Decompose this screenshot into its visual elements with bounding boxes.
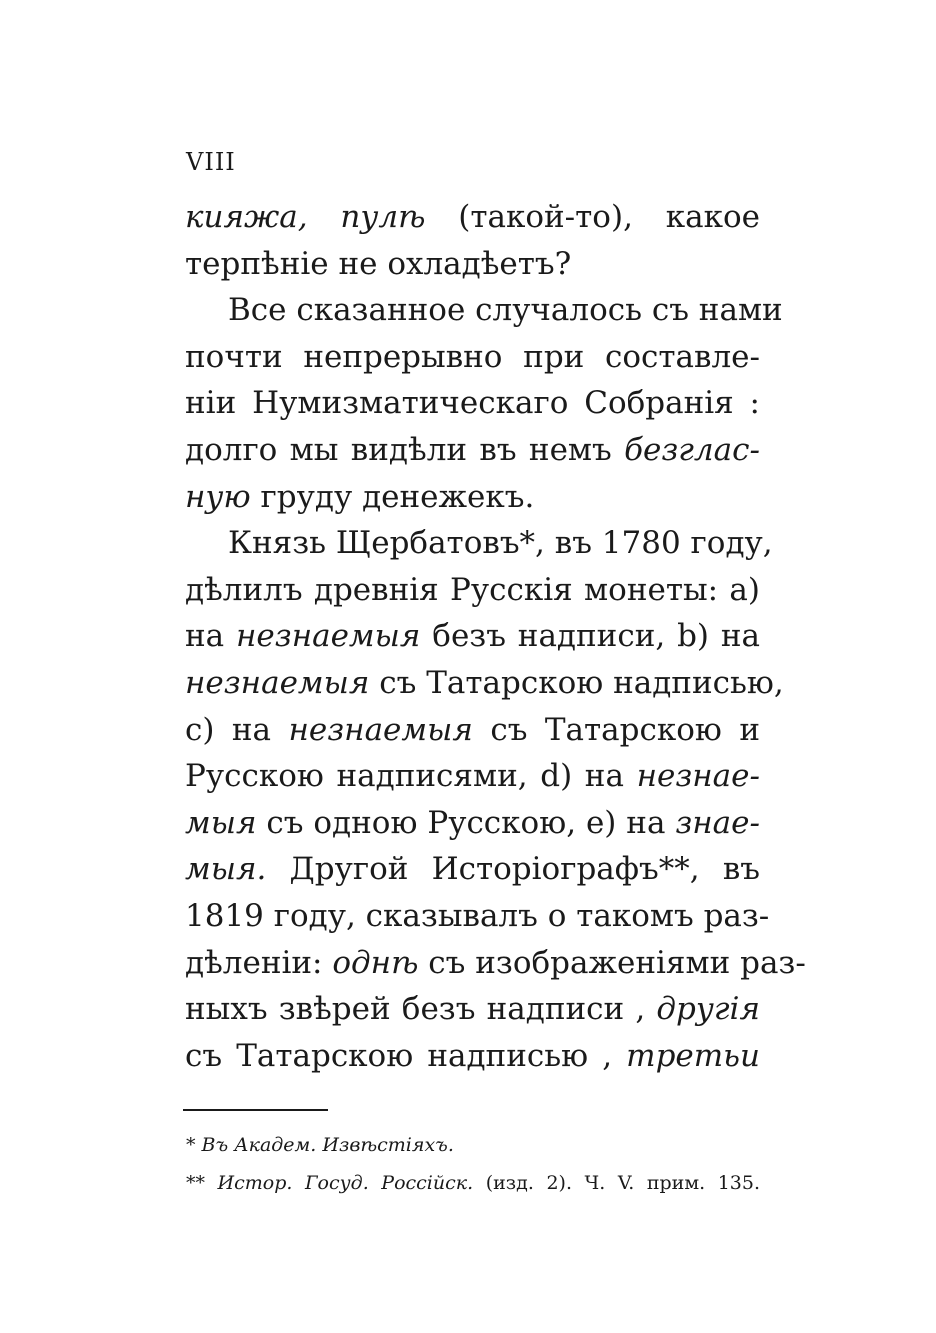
text-line (185, 756, 760, 796)
text-run: дѣленіи: (185, 944, 333, 981)
text-line (185, 477, 760, 517)
text-line (185, 943, 806, 983)
text-run: съ Татарскою надписью, (369, 665, 784, 701)
italic-text: мыя (185, 804, 257, 841)
text-run: Другой Исторіографъ**, въ (266, 851, 760, 888)
italic-text: незнаемыя (236, 618, 421, 655)
text-line (185, 710, 760, 750)
text-line (185, 849, 760, 889)
text-run: ныхъ звѣрей безъ надписи , (185, 991, 657, 1028)
text-run: Князь Щербатовъ*, въ 1780 году, (228, 525, 773, 562)
text-run: почти непрерывно при составле- (185, 338, 760, 375)
italic-text: безглас- (624, 432, 760, 468)
text-run: Все сказанное случалось съ нами (228, 292, 783, 329)
text-run: терпѣніе не охладѣетъ? (185, 245, 572, 282)
text-line (185, 663, 784, 703)
italic-text: незнае- (636, 758, 760, 795)
text-run: (такой-то), какое (425, 199, 760, 235)
text-run: Русскою надписями, d) на (185, 758, 637, 795)
text-run: груду денежекъ. (250, 478, 535, 515)
text-line (185, 989, 760, 1029)
text-line (228, 523, 773, 563)
text-line (185, 570, 760, 610)
italic-text: * Въ Академ. Извѣстіяхъ. (186, 1134, 454, 1156)
text-run: ніи Нумизматическаго Собранія : (185, 385, 760, 422)
text-line (185, 337, 760, 377)
italic-text: незнаемыя (288, 711, 473, 748)
italic-text: мыя. (185, 851, 267, 888)
text-run: долго мы видѣли въ немъ (185, 432, 625, 468)
text-line (185, 616, 760, 656)
text-run: съ Татарскою и (472, 711, 760, 748)
text-run: съ изображеніями раз- (418, 944, 806, 981)
text-line (185, 896, 770, 936)
text-run: дѣлилъ древнія Русскія монеты: а) (185, 571, 760, 608)
text-line (185, 197, 760, 237)
text-run: c) на (185, 711, 289, 748)
text-line (185, 803, 760, 843)
italic-text: третьи (626, 1037, 760, 1074)
page-number: VIII (186, 148, 236, 176)
text-line (185, 1036, 760, 1076)
italic-text: однѣ (332, 944, 419, 981)
text-line (228, 290, 783, 330)
italic-text: незнаемыя (185, 665, 370, 701)
italic-text: ** Истор. Госуд. Россійск. (186, 1172, 474, 1194)
italic-text: ную (185, 478, 251, 515)
text-run: на (185, 618, 237, 655)
footnote-divider (183, 1109, 328, 1111)
text-run: безъ надписи, b) на (420, 618, 761, 655)
footnote (186, 1170, 760, 1196)
text-line (185, 430, 760, 470)
text-run: (изд. 2). Ч. V. прим. 135. (473, 1172, 760, 1194)
text-run: 1819 году, сказывалъ о такомъ раз- (185, 898, 770, 934)
text-run: съ одною Русскою, е) на (256, 804, 676, 841)
italic-text: знае- (675, 804, 760, 841)
italic-text: кияжа, пулѣ (185, 199, 426, 235)
footnote (186, 1132, 454, 1158)
italic-text: другія (656, 991, 760, 1028)
text-run: съ Татарскою надписью , (185, 1037, 627, 1074)
text-line (185, 244, 760, 284)
text-line (185, 383, 760, 423)
